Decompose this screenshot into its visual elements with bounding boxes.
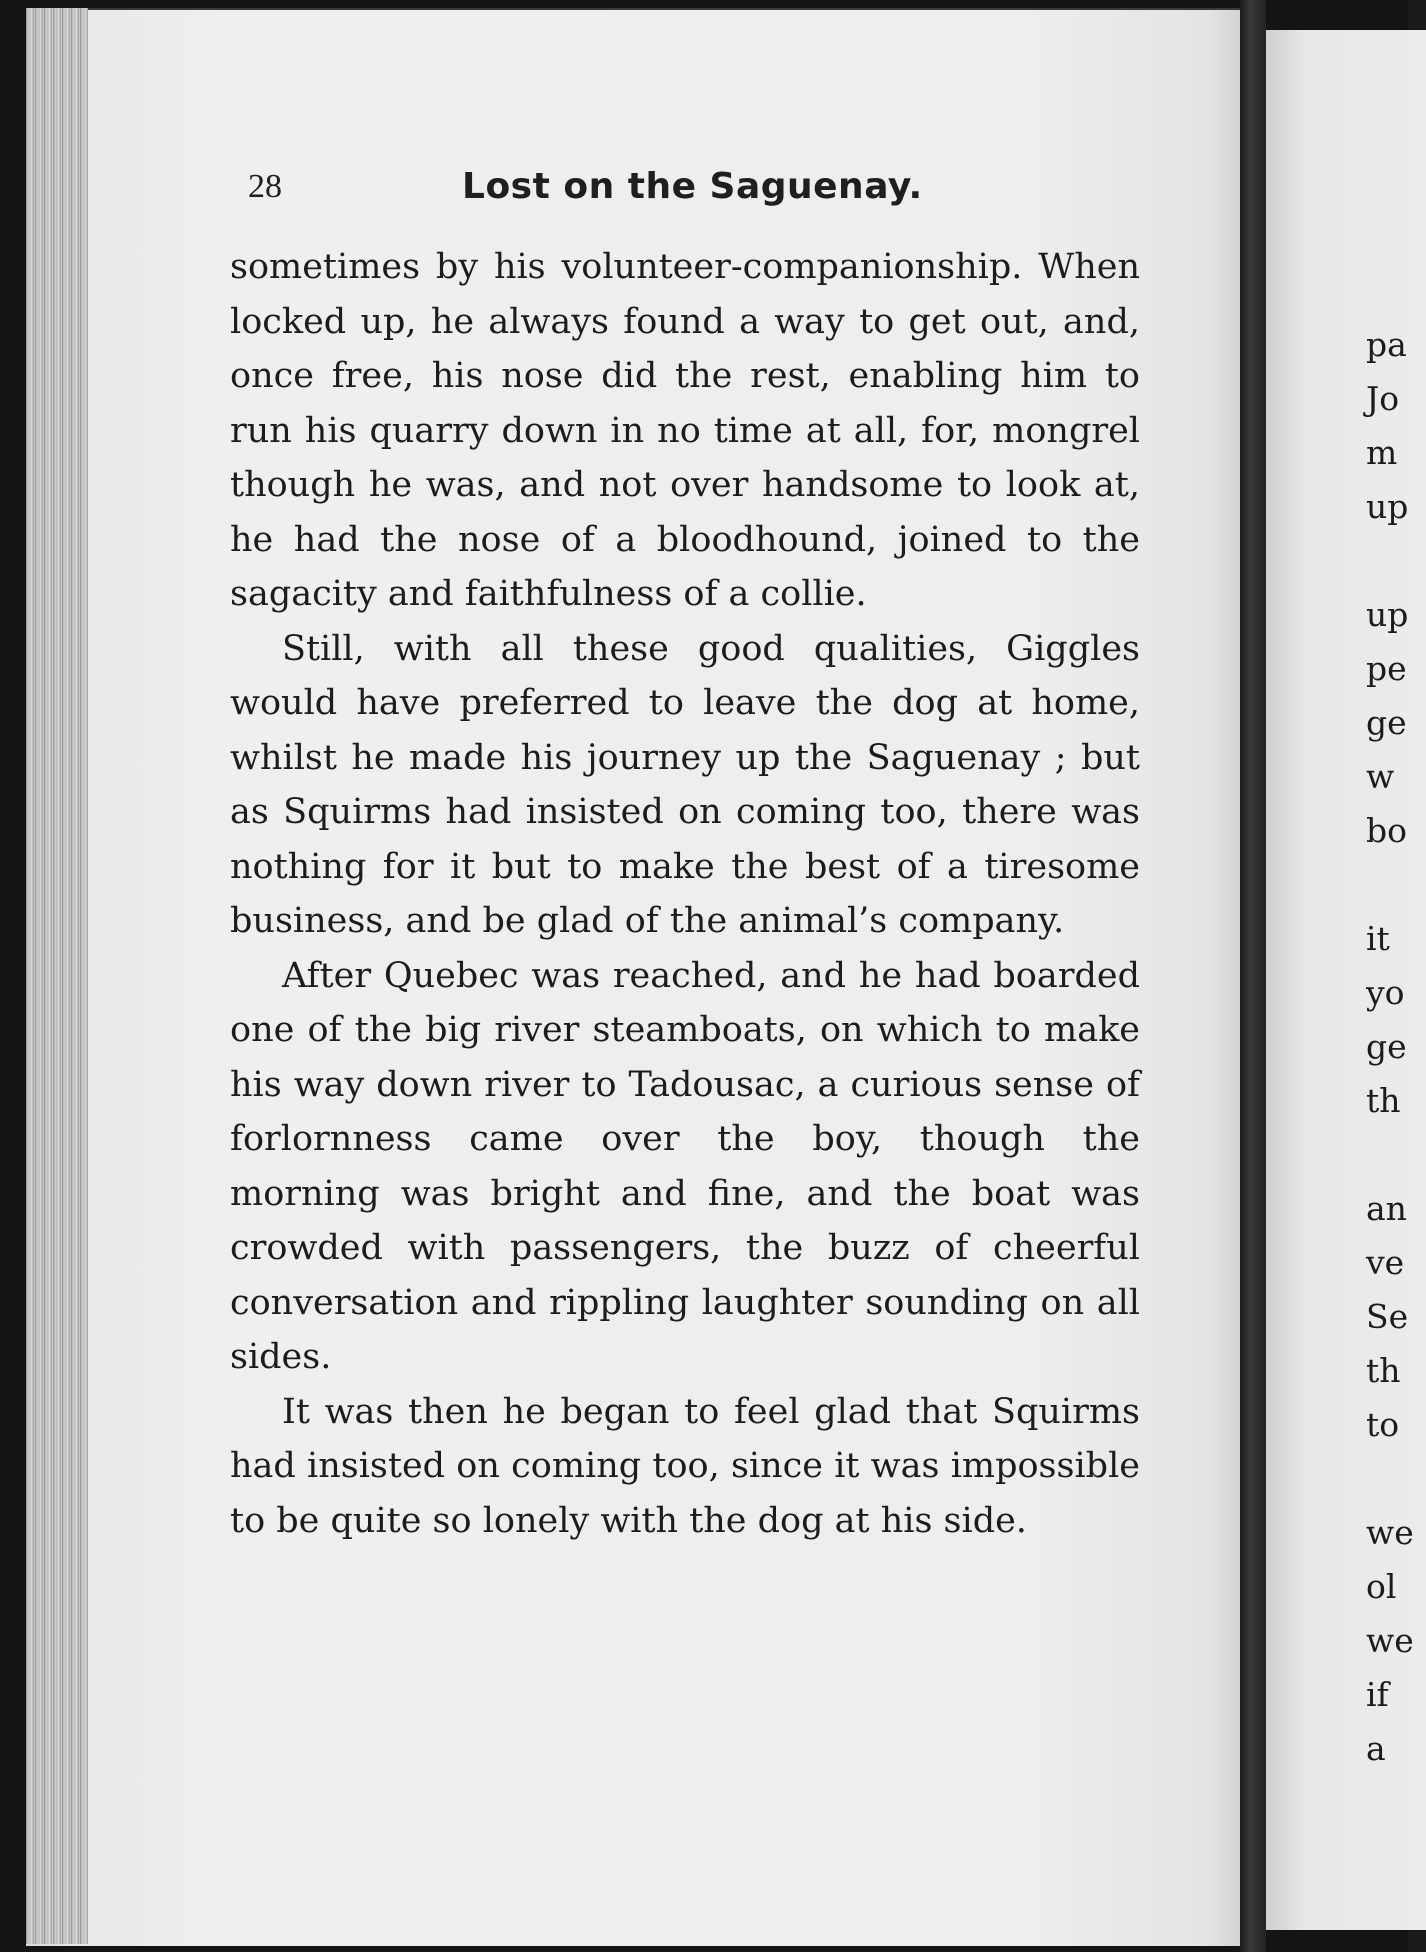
facing-page-line: if [1366, 1675, 1389, 1714]
facing-page-line: ve [1366, 1243, 1405, 1282]
facing-page-line [1366, 1452, 1426, 1506]
facing-page-line: Jo [1366, 379, 1400, 418]
facing-page-line [1366, 858, 1426, 912]
body-text [230, 240, 1140, 1548]
paragraph-2: Still, with all these good qualities, Giggles would have preferred to leave the dog at home, whilst he made his journey up the Saguenay ; but as Squirms had insisted on coming too, there was nothing for it but to make the best of a tiresome business, and be glad of the animal’s company. [230, 628, 1140, 941]
running-head [240, 160, 940, 220]
facing-page-line: th [1366, 1351, 1401, 1390]
facing-page-line [1366, 534, 1426, 588]
paragraph-1: sometimes by his volunteer-companionship. When locked up, he always found a way to get out, and, once free, his nose did the rest, enabling him to run his quarry down in no time at all, for, mongrel though he was, and not over handsome to look at, he had the nose of a bloodhound, joined to the sagacity and faithfulness of a collie. [230, 247, 1140, 614]
page-number: 28 [248, 168, 282, 205]
facing-page-line: we [1366, 1621, 1414, 1660]
facing-page-line: Se [1366, 1297, 1409, 1336]
facing-page-line: m [1366, 433, 1398, 472]
facing-page-line: a [1366, 1729, 1386, 1768]
facing-page-line: to [1366, 1405, 1400, 1444]
facing-page-line: ge [1366, 1027, 1407, 1066]
facing-page-line: ol [1366, 1567, 1397, 1606]
facing-page-line [1366, 1128, 1426, 1182]
facing-page-line: yo [1366, 973, 1405, 1012]
facing-page-line: it [1366, 919, 1390, 958]
facing-page-text [1366, 318, 1426, 1776]
facing-page-line: th [1366, 1081, 1401, 1120]
facing-page-line: up [1366, 595, 1409, 634]
facing-page-line: pe [1366, 649, 1407, 688]
facing-page-line: ge [1366, 703, 1407, 742]
paragraph-3: After Quebec was reached, and he had boarded one of the big river steamboats, on which to make his way down river to Tadousac, a curious sense of forlornness came over the boy, though the morning was bright and fine, and the boat was crowded with passengers, the buzz of cheerful conversation and rippling laughter sounding on all sides. [230, 955, 1140, 1377]
facing-page-line: w [1366, 757, 1395, 796]
book-title: Lost on the Saguenay. [462, 166, 923, 207]
page-edge-stack [26, 8, 88, 1944]
facing-page-line: pa [1366, 325, 1407, 364]
facing-page-line: bo [1366, 811, 1407, 850]
facing-page-line: we [1366, 1513, 1414, 1552]
facing-page-line: up [1366, 487, 1409, 526]
paragraph-4: It was then he began to feel glad that Squirms had insisted on coming too, since it was impossible to be quite so lonely with the dog at his side. [230, 1391, 1140, 1541]
book-gutter [1240, 0, 1266, 1952]
facing-page-line: an [1366, 1189, 1407, 1228]
